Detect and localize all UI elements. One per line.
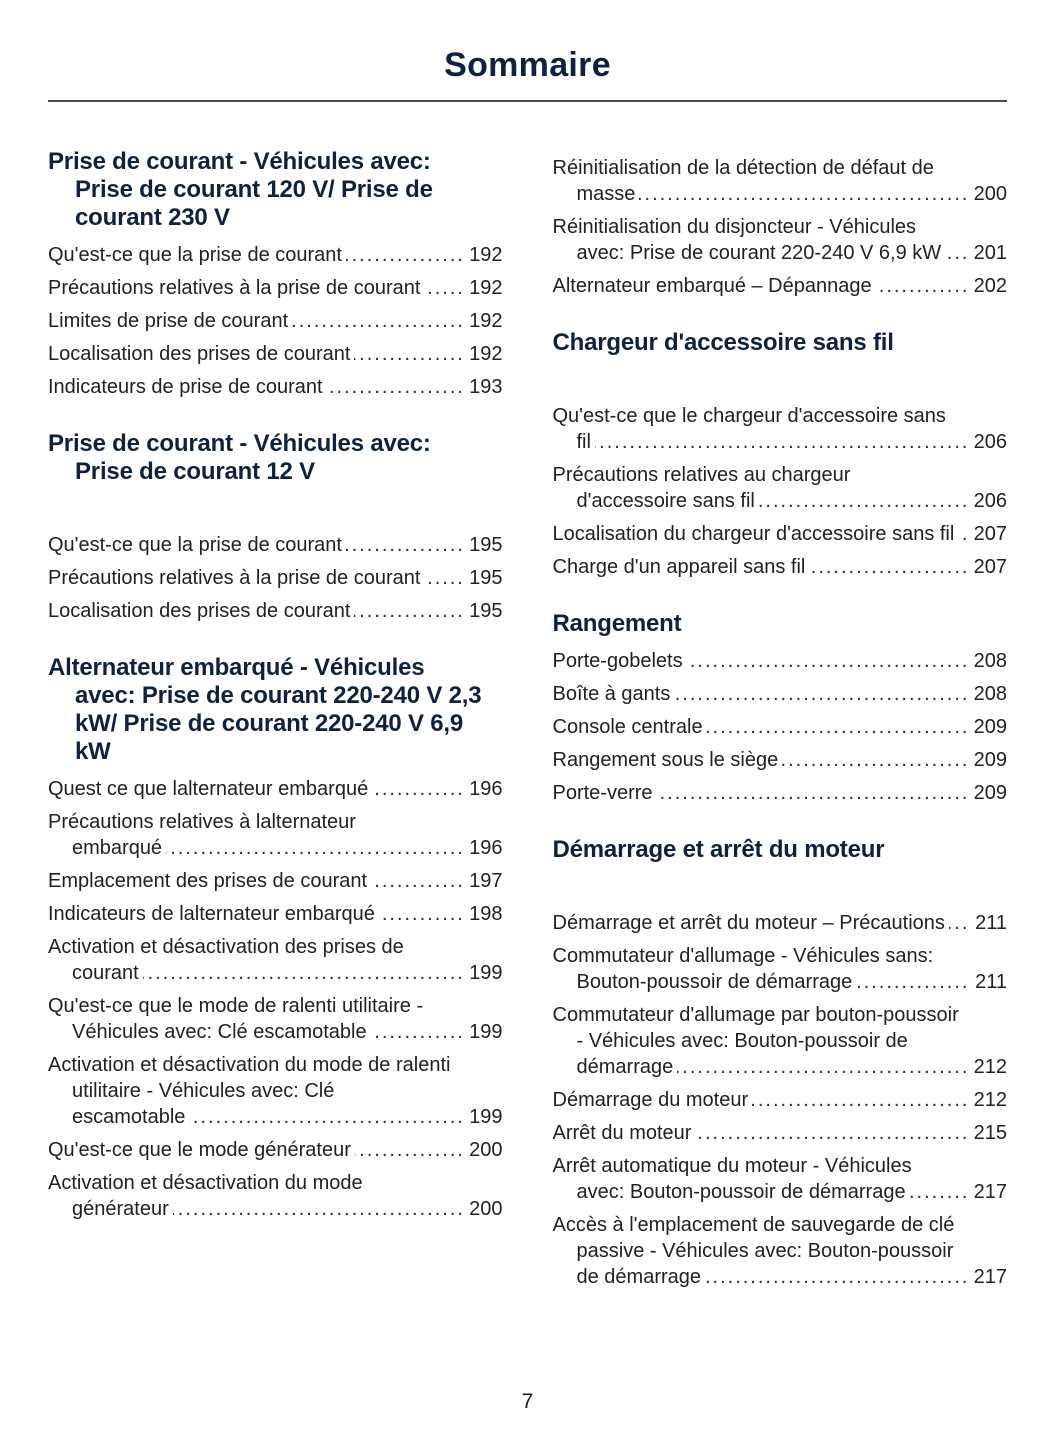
toc-entry-page: 193 [465,374,502,400]
toc-entry-title: Qu'est-ce que la prise de courant [48,244,346,266]
toc-entry-title: Localisation des prises de courant [48,600,354,622]
toc-entry-page: 215 [970,1120,1007,1146]
section-heading: Rangement [552,610,682,637]
section-heading: Alternateur embarqué - Véhicules avec: Prise de courant 220-240 V 2,3 kW/ Prise de courant 220-240 V 6,9 kW [48,654,482,765]
toc-section [553,610,1008,806]
toc-column-right [553,148,1008,1297]
toc-entry-title: Réinitialisation de la détection de défaut de masse [552,157,934,205]
page-number: 7 [521,1390,534,1413]
toc-entry-title: Activation et désactivation des prises de courant [48,936,404,984]
section-entries [48,532,503,624]
toc-entry-title: Localisation du chargeur d'accessoire sans fil [553,523,959,545]
toc-entry-title: Précautions relatives à la prise de courant [48,277,424,299]
toc-entry [48,901,503,927]
page-footer [48,1372,1007,1414]
toc-entry [553,1120,1008,1146]
toc-entry [48,776,503,802]
toc-entry-page: 209 [970,714,1007,740]
toc-entry-title: Charge d'un appareil sans fil [553,556,810,578]
page-header [48,40,1007,102]
toc-entry-title: Localisation des prises de courant [48,343,354,365]
toc-entry [553,554,1008,580]
toc-entry-page: 192 [465,308,502,334]
toc-entry-page: 212 [970,1054,1007,1080]
toc-entry-page: 200 [970,181,1007,207]
section-entries [553,648,1008,806]
toc-entry-title: Boîte à gants [553,683,675,705]
toc-entry [553,681,1008,707]
toc-columns [48,148,1007,1372]
toc-entry-page: 196 [465,776,502,802]
toc-section [553,155,1008,299]
toc-entry [553,910,1008,936]
toc-entry [48,374,503,400]
toc-entry [48,1052,503,1130]
toc-entry-page: 195 [465,565,502,591]
toc-entry-page: 192 [465,242,502,268]
toc-entry-page: 196 [465,835,502,861]
toc-entry-title: Qu'est-ce que le mode de ralenti utilitaire - Véhicules avec: Clé escamotable [48,995,424,1043]
toc-section [48,654,503,1222]
toc-entry [48,308,503,334]
toc-entry [553,155,1008,207]
toc-entry [553,648,1008,674]
toc-entry [48,565,503,591]
page-title: Sommaire [444,46,611,84]
toc-entry-page: 200 [465,1137,502,1163]
toc-entry [553,403,1008,455]
dot-leader [577,429,1008,455]
toc-entry-page: 209 [970,747,1007,773]
toc-entry [553,1002,1008,1080]
toc-section [48,430,503,624]
toc-entry [553,214,1008,266]
toc-entry-page: 212 [970,1087,1007,1113]
toc-entry [48,532,503,558]
toc-entry [48,598,503,624]
toc-entry-page: 195 [465,598,502,624]
toc-entry-page: 209 [970,780,1007,806]
section-entries [553,910,1008,1290]
toc-entry [553,1153,1008,1205]
toc-entry [553,780,1008,806]
toc-entry-title: Démarrage du moteur [553,1089,753,1111]
toc-entry-page: 199 [465,1019,502,1045]
toc-entry-page: 192 [465,341,502,367]
toc-entry-title: Emplacement des prises de courant [48,870,371,892]
toc-entry [48,242,503,268]
toc-entry-title: Indicateurs de lalternateur embarqué [48,903,379,925]
section-heading: Prise de courant - Véhicules avec: Prise de courant 12 V [48,430,431,485]
toc-entry-page: 195 [465,532,502,558]
toc-entry-title: Qu'est-ce que la prise de courant [48,534,346,556]
section-entries [553,155,1008,299]
toc-entry [48,934,503,986]
toc-entry-title: Rangement sous le siège [553,749,783,771]
toc-entry-title: Accès à l'emplacement de sauvegarde de clé passive - Véhicules avec: Bouton-poussoir de démarrage [552,1214,955,1288]
toc-entry [48,275,503,301]
toc-entry-page: 199 [465,960,502,986]
toc-entry-page: 207 [970,521,1007,547]
toc-entry-title: Alternateur embarqué – Dépannage [553,275,876,297]
toc-entry [553,1212,1008,1290]
toc-entry [553,462,1008,514]
toc-entry-title: Activation et désactivation du mode générateur [48,1172,363,1220]
toc-entry [48,341,503,367]
section-entries [48,776,503,1222]
section-heading: Démarrage et arrêt du moteur [552,836,885,863]
toc-entry-title: Commutateur d'allumage - Véhicules sans: Bouton-poussoir de démarrage [552,945,934,993]
toc-entry-title: Limites de prise de courant [48,310,292,332]
toc-entry [553,943,1008,995]
toc-entry-title: Arrêt du moteur [553,1122,696,1144]
toc-entry-page: 198 [465,901,502,927]
toc-entry-page: 217 [970,1179,1007,1205]
toc-entry [553,1087,1008,1113]
toc-entry-title: Console centrale [553,716,707,738]
toc-entry-page: 207 [970,554,1007,580]
toc-entry-title: Porte-gobelets [553,650,687,672]
toc-entry [553,521,1008,547]
toc-entry-title: Précautions relatives au chargeur d'accessoire sans fil [552,464,851,512]
toc-entry [553,714,1008,740]
toc-entry [48,1137,503,1163]
title-divider [48,100,1007,102]
toc-section [553,836,1008,1290]
toc-entry-page: 217 [970,1264,1007,1290]
toc-entry-title: Précautions relatives à lalternateur embarqué [48,811,356,859]
section-entries [553,403,1008,580]
toc-entry-page: 199 [465,1104,502,1130]
toc-entry-title: Activation et désactivation du mode de ralenti utilitaire - Véhicules avec: Clé escamotable [48,1054,451,1128]
toc-entry-title: Quest ce que lalternateur embarqué [48,778,372,800]
toc-entry-page: 208 [970,681,1007,707]
toc-entry-title: Précautions relatives à la prise de courant [48,567,424,589]
toc-section [48,148,503,400]
section-heading: Chargeur d'accessoire sans fil [552,329,894,356]
toc-entry [48,993,503,1045]
toc-entry-page: 197 [465,868,502,894]
toc-entry-title: Commutateur d'allumage par bouton-poussoir - Véhicules avec: Bouton-poussoir de démarrage [552,1004,959,1078]
toc-section [553,329,1008,580]
toc-entry-page: 202 [970,273,1007,299]
toc-column-left [48,148,503,1229]
toc-entry-title: Démarrage et arrêt du moteur – Précautions [553,912,949,934]
toc-entry-title: Qu'est-ce que le chargeur d'accessoire sans fil [552,405,946,453]
toc-entry [48,809,503,861]
toc-entry-title: Porte-verre [553,782,657,804]
section-heading: Prise de courant - Véhicules avec: Prise de courant 120 V/ Prise de courant 230 V [48,148,433,231]
toc-entry [48,868,503,894]
toc-entry-page: 211 [971,969,1007,995]
toc-entry-title: Réinitialisation du disjoncteur - Véhicules avec: Prise de courant 220-240 V 6,9 kW [553,216,946,264]
toc-entry-page: 206 [970,488,1007,514]
section-entries [48,242,503,400]
toc-entry [553,273,1008,299]
toc-entry [48,1170,503,1222]
toc-entry-page: 200 [465,1196,502,1222]
toc-entry-page: 201 [970,240,1007,266]
toc-entry-title: Indicateurs de prise de courant [48,376,327,398]
toc-entry-title: Qu'est-ce que le mode générateur [48,1139,355,1161]
dot-leader [577,181,1008,207]
toc-entry [553,747,1008,773]
toc-entry-page: 211 [971,910,1007,936]
toc-entry-page: 192 [465,275,502,301]
toc-entry-title: Arrêt automatique du moteur - Véhicules avec: Bouton-poussoir de démarrage [552,1155,912,1203]
toc-entry-page: 206 [970,429,1007,455]
toc-entry-page: 208 [970,648,1007,674]
